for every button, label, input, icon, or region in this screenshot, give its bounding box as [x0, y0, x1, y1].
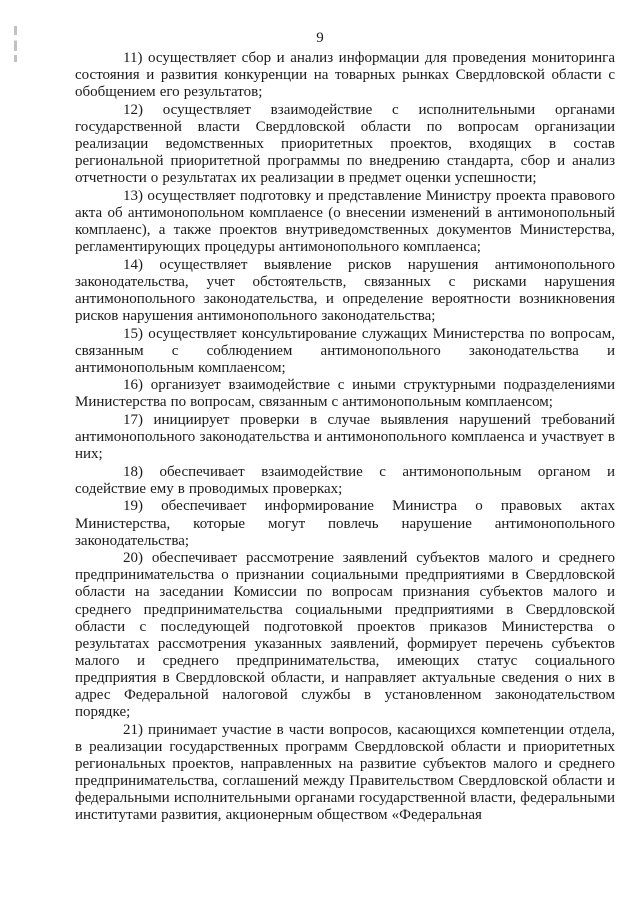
paragraph-item-21: 21) принимает участие в части вопросов, касающихся компетенции отдела, в реализации государственных программ Свердловской области и приоритетных региональных проектов, направленных на развитие субъектов малого и среднего предпринимательства, соглашений между Правительством Свердловской области и федеральными исполнительными органами государственной власти, федеральными институтами развития, акционерным обществом «Федеральная: [75, 721, 615, 824]
paragraph-item-16: 16) организует взаимодействие с иными структурными подразделениями Министерства по вопросам, связанным с антимонопольным комплаенсом;: [75, 377, 615, 411]
paragraph-item-18: 18) обеспечивает взаимодействие с антимонопольным органом и содействие ему в проводимых проверках;: [75, 463, 615, 497]
paragraph-item-20: 20) обеспечивает рассмотрение заявлений субъектов малого и среднего предпринимательства о признании социальными предприятиями в Свердловской области на заседании Комиссии по вопросам признания субъектов малого и среднего предпринимательства социальными предприятиями в Свердловской области с последующей подготовкой проектов приказов Министерства о результатах рассмотрения указанных заявлений, формирует перечень субъектов малого и среднего предпринимательства, имеющих статус социального предприятия в Свердловской области, и направляет актуальные сведения о них в адрес Федеральной налоговой службы в установленном законодательством порядке;: [75, 550, 615, 721]
paragraph-item-19: 19) обеспечивает информирование Министра о правовых актах Министерства, которые могут повлечь нарушение антимонопольного законодательства;: [75, 498, 615, 549]
page-number: 9: [316, 30, 324, 46]
paragraph-item-12: 12) осуществляет взаимодействие с исполнительными органами государственной власти Свердловской области по вопросам организации реализации ведомственных приоритетных проектов, входящих в состав региональной приоритетной программы по внедрению стандарта, сбор и анализ отчетности о результатах их реализации в предмет оценки успешности;: [75, 101, 615, 187]
paragraph-item-17: 17) инициирует проверки в случае выявления нарушений требований антимонопольного законодательства и антимонопольного комплаенса и участвует в них;: [75, 411, 615, 463]
paragraph-item-15: 15) осуществляет консультирование служащих Министерства по вопросам, связанным с соблюдением антимонопольного законодательства и антимонопольным комплаенсом;: [75, 325, 615, 376]
paragraph-item-11: 11) осуществляет сбор и анализ информации для проведения мониторинга состояния и развития конкуренции на товарных рынках Свердловской области с обобщением его результатов;: [75, 50, 615, 101]
document-body: [75, 50, 615, 824]
paragraph-item-13: 13) осуществляет подготовку и представление Министру проекта правового акта об антимонопольном комплаенсе (о внесении изменений в антимонопольный комплаенс), а также проектов внутриведомственных документов Министерства, регламентирующих процедуры антимонопольного комплаенса;: [75, 187, 615, 256]
paragraph-item-14: 14) осуществляет выявление рисков нарушения антимонопольного законодательства, учет обстоятельств, связанных с рисками нарушения антимонопольного законодательства, и определение вероятности возникновения рисков нарушения антимонопольного законодательства;: [75, 256, 615, 324]
